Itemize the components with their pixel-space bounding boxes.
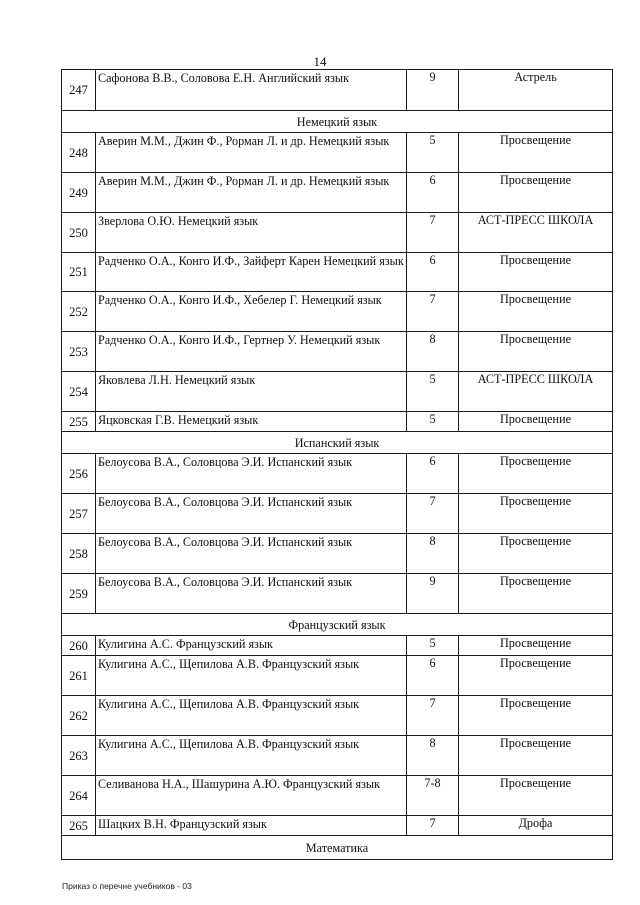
row-number: 257 — [62, 494, 96, 534]
table-row — [62, 292, 613, 332]
publisher-name: Просвещение — [459, 173, 613, 213]
row-number: 265 — [62, 816, 96, 836]
grade-level: 8 — [407, 534, 459, 574]
grade-level: 9 — [407, 70, 459, 111]
publisher-name: Дрофа — [459, 816, 613, 836]
table-row — [62, 494, 613, 534]
row-number: 260 — [62, 636, 96, 656]
textbook-title: Белоусова В.А., Соловцова Э.И. Испанский язык — [96, 534, 407, 574]
table-row — [62, 574, 613, 614]
row-number: 256 — [62, 454, 96, 494]
grade-level: 8 — [407, 332, 459, 372]
section-header-row — [62, 836, 613, 860]
textbook-title: Яцковская Г.В. Немецкий язык — [96, 412, 407, 432]
publisher-name: Просвещение — [459, 696, 613, 736]
textbook-title: Аверин М.М., Джин Ф., Рорман Л. и др. Немецкий язык — [96, 133, 407, 173]
textbook-title: Шацких В.Н. Французский язык — [96, 816, 407, 836]
grade-level: 6 — [407, 656, 459, 696]
textbook-title: Кулигина А.С., Щепилова А.В. Французский язык — [96, 696, 407, 736]
publisher-name: АСТ-ПРЕСС ШКОЛА — [459, 213, 613, 253]
table-row — [62, 454, 613, 494]
table-row — [62, 736, 613, 776]
section-header-row — [62, 111, 613, 133]
grade-level: 7 — [407, 696, 459, 736]
publisher-name: Просвещение — [459, 656, 613, 696]
publisher-name: Просвещение — [459, 736, 613, 776]
grade-level: 5 — [407, 636, 459, 656]
row-number: 258 — [62, 534, 96, 574]
section-header-row — [62, 432, 613, 454]
textbook-title: Кулигина А.С., Щепилова А.В. Французский язык — [96, 656, 407, 696]
textbook-title: Селиванова Н.А., Шашурина А.Ю. Французский язык — [96, 776, 407, 816]
grade-level: 7 — [407, 213, 459, 253]
table-row — [62, 213, 613, 253]
page-number: 14 — [313, 54, 327, 69]
publisher-name: Астрель — [459, 70, 613, 111]
row-number: 249 — [62, 173, 96, 213]
textbook-title: Кулигина А.С., Щепилова А.В. Французский язык — [96, 736, 407, 776]
table-row — [62, 253, 613, 292]
grade-level: 7 — [407, 816, 459, 836]
section-title: Испанский язык — [62, 432, 613, 454]
table-row — [62, 372, 613, 412]
publisher-name: Просвещение — [459, 574, 613, 614]
section-title: Математика — [62, 836, 613, 860]
row-number: 253 — [62, 332, 96, 372]
grade-level: 6 — [407, 454, 459, 494]
grade-level: 5 — [407, 372, 459, 412]
row-number: 261 — [62, 656, 96, 696]
section-header-row — [62, 614, 613, 636]
publisher-name: Просвещение — [459, 636, 613, 656]
table-row — [62, 173, 613, 213]
textbook-table-body — [62, 70, 613, 860]
table-row — [62, 332, 613, 372]
textbook-title: Радченко О.А., Конго И.Ф., Хебелер Г. Немецкий язык — [96, 292, 407, 332]
textbook-title: Яковлева Л.Н. Немецкий язык — [96, 372, 407, 412]
row-number: 255 — [62, 412, 96, 432]
row-number: 251 — [62, 253, 96, 292]
row-number: 248 — [62, 133, 96, 173]
publisher-name: Просвещение — [459, 534, 613, 574]
textbook-title: Белоусова В.А., Соловцова Э.И. Испанский язык — [96, 494, 407, 534]
grade-level: 6 — [407, 253, 459, 292]
row-number: 254 — [62, 372, 96, 412]
footer-note: Приказ о перечне учебников - 03 — [62, 881, 192, 891]
publisher-name: Просвещение — [459, 133, 613, 173]
grade-level: 7 — [407, 494, 459, 534]
textbook-title: Зверлова О.Ю. Немецкий язык — [96, 213, 407, 253]
row-number: 247 — [62, 70, 96, 111]
publisher-name: АСТ-ПРЕСС ШКОЛА — [459, 372, 613, 412]
grade-level: 5 — [407, 412, 459, 432]
section-title: Немецкий язык — [62, 111, 613, 133]
textbook-title: Белоусова В.А., Соловцова Э.И. Испанский язык — [96, 454, 407, 494]
row-number: 264 — [62, 776, 96, 816]
publisher-name: Просвещение — [459, 776, 613, 816]
textbook-title: Сафонова В.В., Солововa Е.Н. Английский язык — [96, 70, 407, 111]
grade-level: 7 — [407, 292, 459, 332]
textbook-title: Белоусова В.А., Соловцова Э.И. Испанский язык — [96, 574, 407, 614]
table-row — [62, 816, 613, 836]
grade-level: 5 — [407, 133, 459, 173]
table-row — [62, 656, 613, 696]
table-row — [62, 70, 613, 111]
publisher-name: Просвещение — [459, 454, 613, 494]
row-number: 262 — [62, 696, 96, 736]
textbook-title: Аверин М.М., Джин Ф., Рорман Л. и др. Немецкий язык — [96, 173, 407, 213]
row-number: 263 — [62, 736, 96, 776]
grade-level: 8 — [407, 736, 459, 776]
textbook-title: Радченко О.А., Конго И.Ф., Зайферт Карен Немецкий язык — [96, 253, 407, 292]
table-row — [62, 412, 613, 432]
grade-level: 9 — [407, 574, 459, 614]
table-row — [62, 133, 613, 173]
table-row — [62, 534, 613, 574]
table-row — [62, 696, 613, 736]
textbook-title: Радченко О.А., Конго И.Ф., Гертнер У. Немецкий язык — [96, 332, 407, 372]
section-title: Французский язык — [62, 614, 613, 636]
grade-level: 6 — [407, 173, 459, 213]
publisher-name: Просвещение — [459, 332, 613, 372]
row-number: 252 — [62, 292, 96, 332]
row-number: 250 — [62, 213, 96, 253]
grade-level: 7-8 — [407, 776, 459, 816]
publisher-name: Просвещение — [459, 494, 613, 534]
publisher-name: Просвещение — [459, 412, 613, 432]
textbook-title: Кулигина А.С. Французский язык — [96, 636, 407, 656]
table-row — [62, 776, 613, 816]
table-row — [62, 636, 613, 656]
publisher-name: Просвещение — [459, 253, 613, 292]
row-number: 259 — [62, 574, 96, 614]
textbook-table — [61, 69, 613, 860]
publisher-name: Просвещение — [459, 292, 613, 332]
